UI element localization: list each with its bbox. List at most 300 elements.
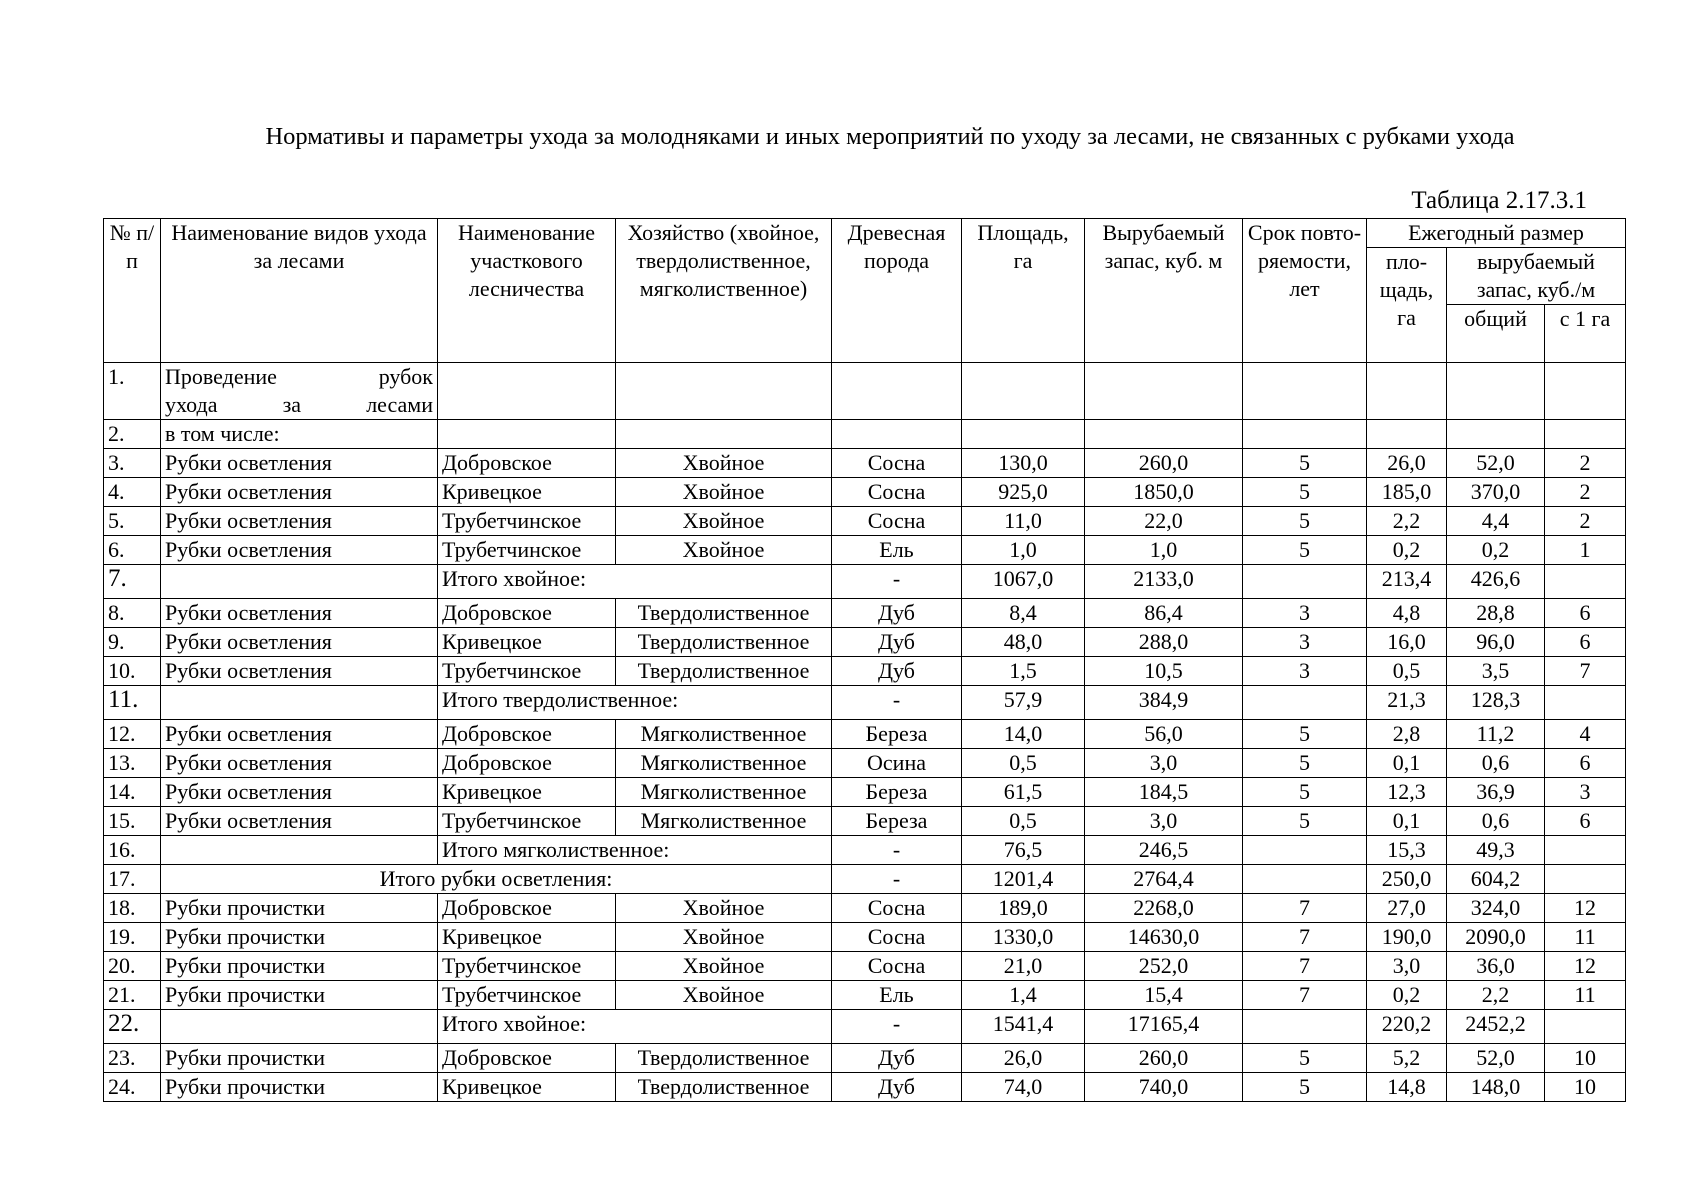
table-row <box>104 894 1626 923</box>
cell-stock: 2764,4 <box>1085 865 1243 894</box>
cell-economy: Хвойное <box>616 478 832 507</box>
cell-area: 130,0 <box>962 449 1085 478</box>
cell-num: 3. <box>104 449 161 478</box>
cell-per-ha: 4 <box>1545 720 1626 749</box>
cell-annual-total: 426,6 <box>1447 565 1545 599</box>
cell-per-ha <box>1545 836 1626 865</box>
cell-stock: 10,5 <box>1085 657 1243 686</box>
cell-per-ha: 6 <box>1545 749 1626 778</box>
cell-area: 8,4 <box>962 599 1085 628</box>
cell-area: 61,5 <box>962 778 1085 807</box>
cell-economy: Хвойное <box>616 449 832 478</box>
table-row <box>104 449 1626 478</box>
cell-kind: Рубки прочистки <box>161 923 438 952</box>
cell-period <box>1243 836 1367 865</box>
cell-species: - <box>832 836 962 865</box>
cell-stock: 3,0 <box>1085 749 1243 778</box>
cell-area: 14,0 <box>962 720 1085 749</box>
header-area: Площадь, га <box>962 219 1085 363</box>
cell-species: Дуб <box>832 628 962 657</box>
cell-forestry: Кривецкое <box>438 778 616 807</box>
cell-annual-area: 0,5 <box>1367 657 1447 686</box>
cell-economy: Мягколиственное <box>616 720 832 749</box>
cell-stock: 260,0 <box>1085 449 1243 478</box>
cell-annual-area: 250,0 <box>1367 865 1447 894</box>
cell-period: 5 <box>1243 478 1367 507</box>
cell-species: - <box>832 565 962 599</box>
cell-period: 5 <box>1243 749 1367 778</box>
cell-annual-area <box>1367 363 1447 420</box>
cell-area: 925,0 <box>962 478 1085 507</box>
cell-num: 20. <box>104 952 161 981</box>
cell-per-ha: 12 <box>1545 952 1626 981</box>
table-row <box>104 628 1626 657</box>
cell-area: 1541,4 <box>962 1010 1085 1044</box>
table-row <box>104 865 1626 894</box>
cell-annual-total: 96,0 <box>1447 628 1545 657</box>
cell-forestry: Добровское <box>438 720 616 749</box>
cell-species: Дуб <box>832 657 962 686</box>
cell-species: - <box>832 686 962 720</box>
cell-annual-total <box>1447 420 1545 449</box>
cell-annual-area: 0,2 <box>1367 981 1447 1010</box>
table-row <box>104 1044 1626 1073</box>
cell-per-ha <box>1545 420 1626 449</box>
cell-stock: 2268,0 <box>1085 894 1243 923</box>
cell-annual-total <box>1447 363 1545 420</box>
cell-forestry <box>438 363 616 420</box>
norms-table <box>103 218 1626 1102</box>
cell-economy: Твердолиственное <box>616 657 832 686</box>
cell-per-ha <box>1545 363 1626 420</box>
table-row <box>104 363 1626 420</box>
header-annual-per-ha: с 1 га <box>1545 305 1626 363</box>
cell-period: 5 <box>1243 449 1367 478</box>
table-row <box>104 686 1626 720</box>
table-header <box>104 219 1626 363</box>
cell-per-ha: 2 <box>1545 449 1626 478</box>
cell-species: - <box>832 865 962 894</box>
cell-area: 189,0 <box>962 894 1085 923</box>
cell-kind: Рубки осветления <box>161 628 438 657</box>
cell-stock: 1,0 <box>1085 536 1243 565</box>
cell-annual-area: 26,0 <box>1367 449 1447 478</box>
cell-per-ha: 6 <box>1545 599 1626 628</box>
cell-species: Осина <box>832 749 962 778</box>
cell-forestry: Кривецкое <box>438 923 616 952</box>
cell-period <box>1243 865 1367 894</box>
header-annual-stock: вырубаемый запас, куб./м <box>1447 248 1626 305</box>
cell-annual-area: 4,8 <box>1367 599 1447 628</box>
cell-annual-area: 0,2 <box>1367 536 1447 565</box>
cell-annual-area: 190,0 <box>1367 923 1447 952</box>
cell-annual-total: 2,2 <box>1447 981 1545 1010</box>
cell-kind: Рубки осветления <box>161 720 438 749</box>
cell-total-label: Итого рубки осветления: <box>161 865 832 894</box>
cell-stock: 2133,0 <box>1085 565 1243 599</box>
cell-annual-total: 52,0 <box>1447 1044 1545 1073</box>
cell-kind: Рубки прочистки <box>161 1044 438 1073</box>
cell-stock: 252,0 <box>1085 952 1243 981</box>
cell-forestry: Трубетчинское <box>438 807 616 836</box>
header-economy: Хозяйство (хвойное, твердолиственное, мягколиственное) <box>616 219 832 363</box>
table-row <box>104 599 1626 628</box>
table-row <box>104 420 1626 449</box>
cell-per-ha: 11 <box>1545 923 1626 952</box>
cell-annual-area: 2,8 <box>1367 720 1447 749</box>
header-num: № п/п <box>104 219 161 363</box>
cell-area: 74,0 <box>962 1073 1085 1102</box>
cell-annual-area: 21,3 <box>1367 686 1447 720</box>
cell-per-ha: 3 <box>1545 778 1626 807</box>
cell-num: 4. <box>104 478 161 507</box>
cell-stock: 1850,0 <box>1085 478 1243 507</box>
cell-stock: 3,0 <box>1085 807 1243 836</box>
table-row <box>104 1010 1626 1044</box>
cell-per-ha: 6 <box>1545 628 1626 657</box>
cell-forestry: Добровское <box>438 599 616 628</box>
cell-annual-area <box>1367 420 1447 449</box>
header-period: Срок повто-ряемости, лет <box>1243 219 1367 363</box>
cell-per-ha <box>1545 686 1626 720</box>
cell-annual-area: 213,4 <box>1367 565 1447 599</box>
cell-species: Сосна <box>832 507 962 536</box>
cell-species <box>832 363 962 420</box>
cell-area: 21,0 <box>962 952 1085 981</box>
header-annual-area: пло-щадь, га <box>1367 248 1447 363</box>
cell-economy <box>616 363 832 420</box>
cell-num: 10. <box>104 657 161 686</box>
cell-stock: 56,0 <box>1085 720 1243 749</box>
cell-forestry: Трубетчинское <box>438 981 616 1010</box>
cell-annual-total: 370,0 <box>1447 478 1545 507</box>
cell-total-label: Итого мягколиственное: <box>438 836 832 865</box>
cell-annual-total: 128,3 <box>1447 686 1545 720</box>
cell-per-ha <box>1545 865 1626 894</box>
cell-area: 26,0 <box>962 1044 1085 1073</box>
cell-total-label: Итого хвойное: <box>438 565 832 599</box>
cell-period: 7 <box>1243 952 1367 981</box>
cell-kind: Рубки прочистки <box>161 894 438 923</box>
cell-annual-area: 185,0 <box>1367 478 1447 507</box>
cell-area: 1201,4 <box>962 865 1085 894</box>
cell-area <box>962 363 1085 420</box>
table-row <box>104 720 1626 749</box>
cell-annual-total: 2452,2 <box>1447 1010 1545 1044</box>
cell-kind: Рубки осветления <box>161 507 438 536</box>
cell-kind: Рубки осветления <box>161 478 438 507</box>
table-row <box>104 981 1626 1010</box>
cell-annual-total: 3,5 <box>1447 657 1545 686</box>
cell-annual-total: 28,8 <box>1447 599 1545 628</box>
cell-stock: 288,0 <box>1085 628 1243 657</box>
cell-species <box>832 420 962 449</box>
cell-num: 7. <box>104 565 161 599</box>
cell-economy: Хвойное <box>616 536 832 565</box>
table-row <box>104 536 1626 565</box>
cell-num: 21. <box>104 981 161 1010</box>
cell-kind: Рубки осветления <box>161 657 438 686</box>
cell-total-label: Итого твердолиственное: <box>438 686 832 720</box>
cell-kind: Рубки осветления <box>161 449 438 478</box>
cell-stock <box>1085 420 1243 449</box>
cell-num: 12. <box>104 720 161 749</box>
cell-economy: Хвойное <box>616 981 832 1010</box>
cell-per-ha: 1 <box>1545 536 1626 565</box>
cell-per-ha: 2 <box>1545 478 1626 507</box>
header-kind: Наименование видов ухода за лесами <box>161 219 438 363</box>
cell-kind: в том числе: <box>161 420 438 449</box>
cell-stock: 14630,0 <box>1085 923 1243 952</box>
cell-num: 5. <box>104 507 161 536</box>
cell-area: 0,5 <box>962 749 1085 778</box>
cell-forestry: Трубетчинское <box>438 657 616 686</box>
cell-kind: Проведение рубок ухода за лесами <box>161 363 438 420</box>
cell-species: Сосна <box>832 894 962 923</box>
cell-num: 8. <box>104 599 161 628</box>
cell-annual-total: 4,4 <box>1447 507 1545 536</box>
cell-num: 16. <box>104 836 161 865</box>
cell-area <box>962 420 1085 449</box>
cell-stock: 384,9 <box>1085 686 1243 720</box>
cell-annual-area: 0,1 <box>1367 807 1447 836</box>
cell-economy: Мягколиственное <box>616 807 832 836</box>
cell-num: 15. <box>104 807 161 836</box>
cell-period <box>1243 363 1367 420</box>
cell-num: 6. <box>104 536 161 565</box>
cell-period: 5 <box>1243 720 1367 749</box>
cell-per-ha: 6 <box>1545 807 1626 836</box>
cell-period: 7 <box>1243 923 1367 952</box>
cell-per-ha: 10 <box>1545 1044 1626 1073</box>
table-row <box>104 952 1626 981</box>
cell-annual-total: 36,0 <box>1447 952 1545 981</box>
cell-annual-area: 15,3 <box>1367 836 1447 865</box>
cell-economy: Хвойное <box>616 952 832 981</box>
cell-species: Береза <box>832 720 962 749</box>
cell-num: 24. <box>104 1073 161 1102</box>
cell-area: 0,5 <box>962 807 1085 836</box>
cell-annual-total: 604,2 <box>1447 865 1545 894</box>
cell-annual-total: 0,6 <box>1447 807 1545 836</box>
cell-num: 11. <box>104 686 161 720</box>
table-row <box>104 657 1626 686</box>
cell-annual-area: 0,1 <box>1367 749 1447 778</box>
cell-economy: Хвойное <box>616 507 832 536</box>
cell-period: 5 <box>1243 778 1367 807</box>
table-row <box>104 565 1626 599</box>
cell-period <box>1243 686 1367 720</box>
cell-species: Дуб <box>832 1073 962 1102</box>
cell-kind: Рубки осветления <box>161 749 438 778</box>
cell-stock: 246,5 <box>1085 836 1243 865</box>
cell-num: 23. <box>104 1044 161 1073</box>
header-stock: Вырубаемый запас, куб. м <box>1085 219 1243 363</box>
cell-species: Сосна <box>832 449 962 478</box>
cell-num: 13. <box>104 749 161 778</box>
cell-annual-area: 2,2 <box>1367 507 1447 536</box>
cell-species: - <box>832 1010 962 1044</box>
cell-annual-total: 11,2 <box>1447 720 1545 749</box>
cell-economy: Твердолиственное <box>616 628 832 657</box>
cell-num: 1. <box>104 363 161 420</box>
table-row <box>104 507 1626 536</box>
header-forestry: Наименование участкового лесничества <box>438 219 616 363</box>
cell-stock: 184,5 <box>1085 778 1243 807</box>
cell-period: 3 <box>1243 628 1367 657</box>
cell-annual-area: 27,0 <box>1367 894 1447 923</box>
cell-stock: 15,4 <box>1085 981 1243 1010</box>
cell-per-ha <box>1545 565 1626 599</box>
cell-economy: Мягколиственное <box>616 778 832 807</box>
cell-per-ha: 2 <box>1545 507 1626 536</box>
cell-stock: 86,4 <box>1085 599 1243 628</box>
cell-kind <box>161 836 438 865</box>
table-number: Таблица 2.17.3.1 <box>1411 187 1587 214</box>
cell-area: 1,0 <box>962 536 1085 565</box>
cell-period: 5 <box>1243 1073 1367 1102</box>
table-row <box>104 836 1626 865</box>
cell-area: 1,5 <box>962 657 1085 686</box>
cell-area: 1067,0 <box>962 565 1085 599</box>
cell-species: Дуб <box>832 1044 962 1073</box>
cell-annual-total: 49,3 <box>1447 836 1545 865</box>
cell-kind: Рубки прочистки <box>161 981 438 1010</box>
cell-area: 1,4 <box>962 981 1085 1010</box>
cell-kind: Рубки осветления <box>161 807 438 836</box>
cell-annual-area: 3,0 <box>1367 952 1447 981</box>
cell-per-ha <box>1545 1010 1626 1044</box>
cell-num: 9. <box>104 628 161 657</box>
cell-species: Береза <box>832 778 962 807</box>
cell-annual-area: 12,3 <box>1367 778 1447 807</box>
cell-period: 7 <box>1243 981 1367 1010</box>
document-title: Нормативы и параметры ухода за молодняками и иных мероприятий по уходу за лесами, не связанных с рубками ухода <box>265 123 1515 150</box>
header-annual-total: общий <box>1447 305 1545 363</box>
cell-annual-total: 148,0 <box>1447 1073 1545 1102</box>
cell-economy: Твердолиственное <box>616 1073 832 1102</box>
cell-period: 5 <box>1243 536 1367 565</box>
cell-total-label: Итого хвойное: <box>438 1010 832 1044</box>
cell-period: 5 <box>1243 507 1367 536</box>
cell-forestry: Добровское <box>438 894 616 923</box>
cell-economy: Хвойное <box>616 894 832 923</box>
cell-area: 57,9 <box>962 686 1085 720</box>
cell-num: 22. <box>104 1010 161 1044</box>
table-row <box>104 1073 1626 1102</box>
table-row <box>104 749 1626 778</box>
cell-per-ha: 7 <box>1545 657 1626 686</box>
cell-economy: Твердолиственное <box>616 599 832 628</box>
cell-species: Ель <box>832 536 962 565</box>
cell-per-ha: 11 <box>1545 981 1626 1010</box>
cell-period: 3 <box>1243 657 1367 686</box>
cell-kind: Рубки осветления <box>161 778 438 807</box>
cell-period: 5 <box>1243 1044 1367 1073</box>
cell-economy: Хвойное <box>616 923 832 952</box>
cell-forestry: Трубетчинское <box>438 507 616 536</box>
cell-kind: Рубки прочистки <box>161 952 438 981</box>
cell-stock: 22,0 <box>1085 507 1243 536</box>
table-body <box>104 363 1626 1102</box>
cell-stock: 17165,4 <box>1085 1010 1243 1044</box>
cell-annual-area: 220,2 <box>1367 1010 1447 1044</box>
header-annual: Ежегодный размер <box>1367 219 1626 248</box>
cell-forestry: Добровское <box>438 1044 616 1073</box>
cell-per-ha: 10 <box>1545 1073 1626 1102</box>
cell-area: 48,0 <box>962 628 1085 657</box>
cell-num: 2. <box>104 420 161 449</box>
cell-annual-area: 5,2 <box>1367 1044 1447 1073</box>
cell-kind: Рубки прочистки <box>161 1073 438 1102</box>
cell-num: 18. <box>104 894 161 923</box>
cell-species: Береза <box>832 807 962 836</box>
cell-annual-total: 2090,0 <box>1447 923 1545 952</box>
cell-forestry: Кривецкое <box>438 1073 616 1102</box>
cell-annual-area: 16,0 <box>1367 628 1447 657</box>
cell-annual-total: 36,9 <box>1447 778 1545 807</box>
cell-stock <box>1085 363 1243 420</box>
cell-kind <box>161 686 438 720</box>
cell-area: 11,0 <box>962 507 1085 536</box>
cell-period <box>1243 565 1367 599</box>
cell-species: Сосна <box>832 478 962 507</box>
table-row <box>104 778 1626 807</box>
cell-economy: Мягколиственное <box>616 749 832 778</box>
cell-economy <box>616 420 832 449</box>
cell-forestry: Трубетчинское <box>438 536 616 565</box>
cell-species: Ель <box>832 981 962 1010</box>
cell-forestry: Добровское <box>438 749 616 778</box>
cell-stock: 740,0 <box>1085 1073 1243 1102</box>
cell-num: 14. <box>104 778 161 807</box>
cell-forestry: Кривецкое <box>438 628 616 657</box>
cell-kind: Рубки осветления <box>161 599 438 628</box>
table-row <box>104 923 1626 952</box>
cell-kind <box>161 1010 438 1044</box>
cell-forestry: Трубетчинское <box>438 952 616 981</box>
cell-area: 76,5 <box>962 836 1085 865</box>
cell-period <box>1243 1010 1367 1044</box>
cell-num: 17. <box>104 865 161 894</box>
cell-period <box>1243 420 1367 449</box>
table-row <box>104 478 1626 507</box>
cell-kind: Рубки осветления <box>161 536 438 565</box>
cell-annual-total: 52,0 <box>1447 449 1545 478</box>
cell-forestry <box>438 420 616 449</box>
table-row <box>104 807 1626 836</box>
header-species: Древесная порода <box>832 219 962 363</box>
cell-species: Сосна <box>832 952 962 981</box>
cell-num: 19. <box>104 923 161 952</box>
cell-forestry: Добровское <box>438 449 616 478</box>
cell-annual-total: 0,6 <box>1447 749 1545 778</box>
cell-annual-total: 0,2 <box>1447 536 1545 565</box>
cell-period: 7 <box>1243 894 1367 923</box>
cell-period: 3 <box>1243 599 1367 628</box>
cell-area: 1330,0 <box>962 923 1085 952</box>
cell-species: Сосна <box>832 923 962 952</box>
cell-economy: Твердолиственное <box>616 1044 832 1073</box>
cell-period: 5 <box>1243 807 1367 836</box>
cell-stock: 260,0 <box>1085 1044 1243 1073</box>
cell-species: Дуб <box>832 599 962 628</box>
cell-annual-total: 324,0 <box>1447 894 1545 923</box>
cell-per-ha: 12 <box>1545 894 1626 923</box>
cell-forestry: Кривецкое <box>438 478 616 507</box>
cell-kind <box>161 565 438 599</box>
cell-annual-area: 14,8 <box>1367 1073 1447 1102</box>
